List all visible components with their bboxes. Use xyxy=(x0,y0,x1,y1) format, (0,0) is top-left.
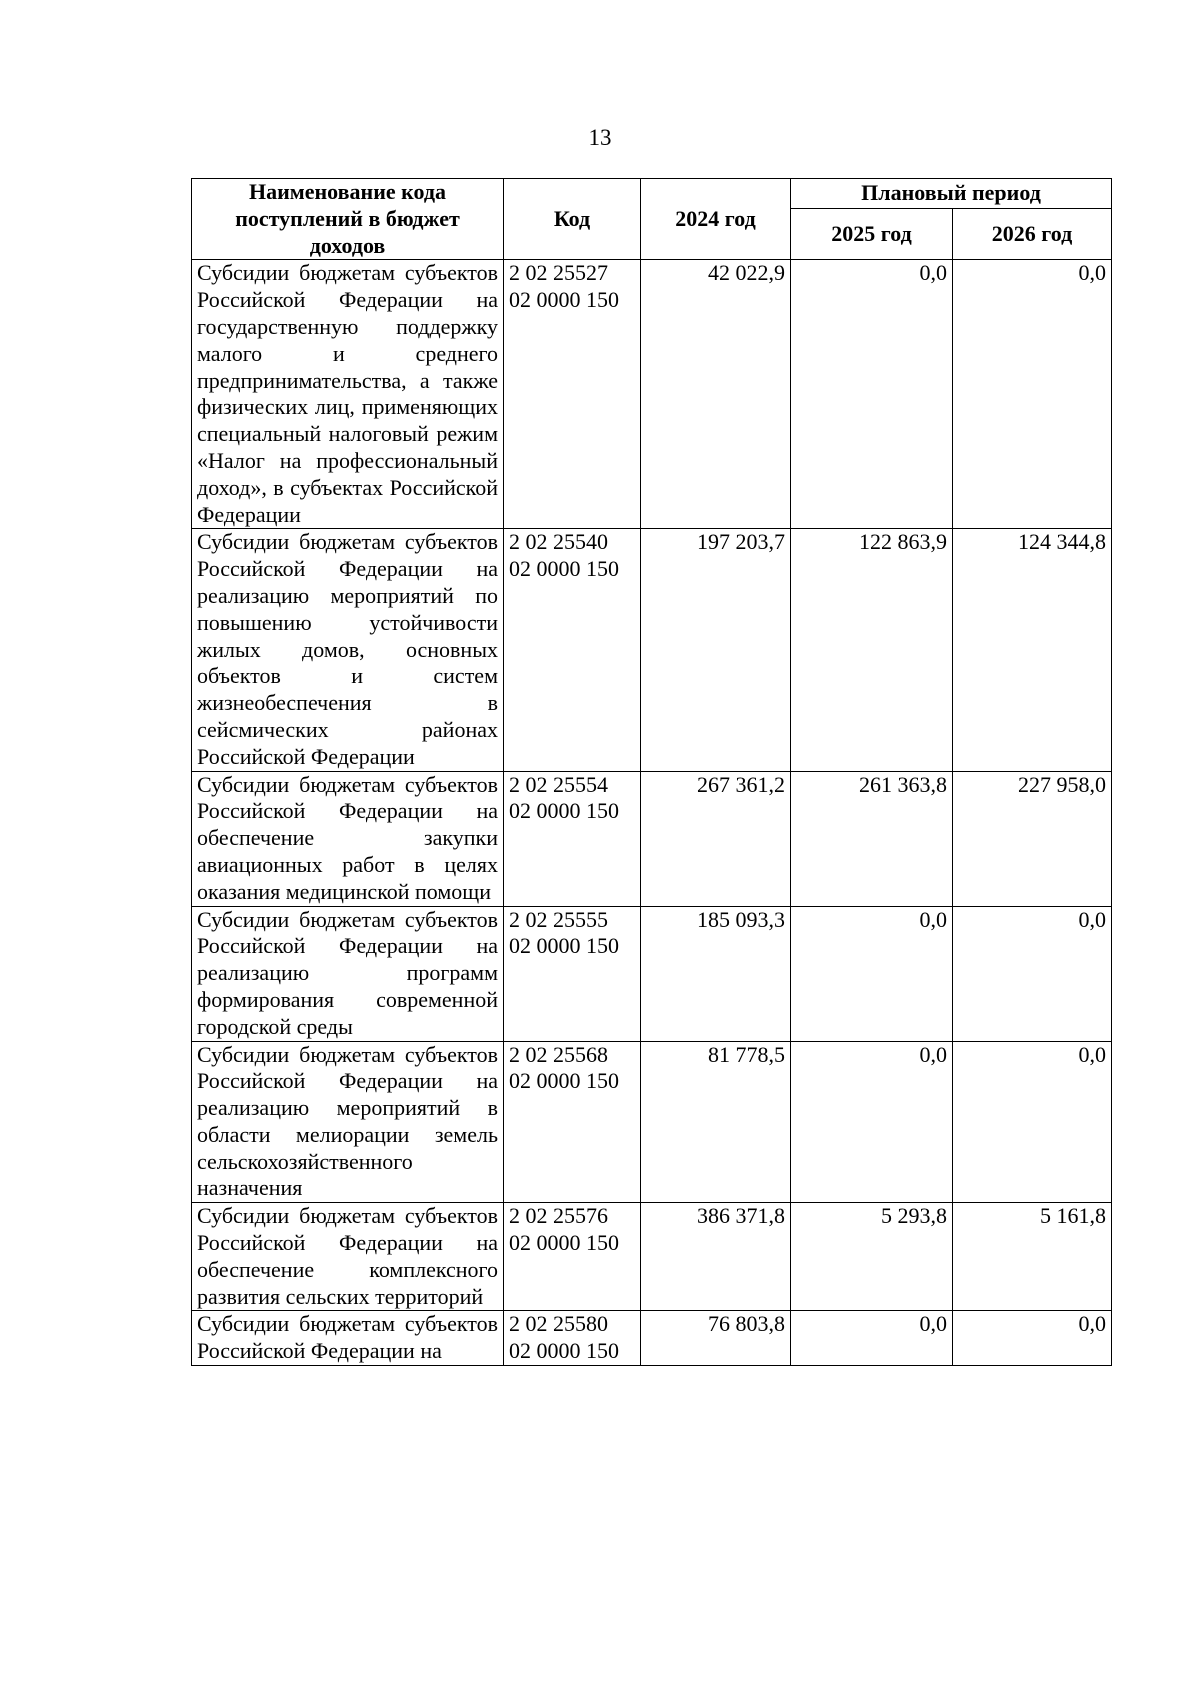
row-code: 2 02 25540 02 0000 150 xyxy=(504,529,641,771)
row-value-2024: 81 778,5 xyxy=(641,1041,791,1203)
row-code: 2 02 25527 02 0000 150 xyxy=(504,260,641,529)
row-value-2025: 0,0 xyxy=(791,906,953,1041)
header-2025: 2025 год xyxy=(791,208,953,260)
row-value-2024: 185 093,3 xyxy=(641,906,791,1041)
row-value-2024: 197 203,7 xyxy=(641,529,791,771)
table-row xyxy=(192,1041,1112,1203)
row-value-2026: 0,0 xyxy=(953,260,1112,529)
table-row xyxy=(192,906,1112,1041)
row-value-2024: 76 803,8 xyxy=(641,1311,791,1366)
row-value-2025: 122 863,9 xyxy=(791,529,953,771)
row-value-2026: 5 161,8 xyxy=(953,1203,1112,1311)
row-code: 2 02 25568 02 0000 150 xyxy=(504,1041,641,1203)
row-value-2026: 0,0 xyxy=(953,1311,1112,1366)
header-2024: 2024 год xyxy=(641,179,791,260)
row-value-2026: 124 344,8 xyxy=(953,529,1112,771)
header-name: Наименование кода поступлений в бюджет доходов xyxy=(192,179,504,260)
table-row xyxy=(192,529,1112,771)
table-row xyxy=(192,771,1112,906)
row-value-2026: 227 958,0 xyxy=(953,771,1112,906)
row-name: Субсидии бюджетам субъектов Российской Федерации на реализацию программ формирования современной городской среды xyxy=(192,906,504,1041)
table-row xyxy=(192,260,1112,529)
row-value-2025: 0,0 xyxy=(791,1311,953,1366)
row-code: 2 02 25555 02 0000 150 xyxy=(504,906,641,1041)
row-value-2026: 0,0 xyxy=(953,906,1112,1041)
row-name: Субсидии бюджетам субъектов Российской Федерации на реализацию мероприятий по повышению устойчивости жилых домов, основных объектов и систем жизнеобеспечения в сейсмических районах Российской Федерации xyxy=(192,529,504,771)
row-value-2026: 0,0 xyxy=(953,1041,1112,1203)
row-value-2024: 267 361,2 xyxy=(641,771,791,906)
row-value-2024: 386 371,8 xyxy=(641,1203,791,1311)
page-number: 13 xyxy=(588,125,612,150)
row-name: Субсидии бюджетам субъектов Российской Федерации на обеспечение комплексного развития сельских территорий xyxy=(192,1203,504,1311)
header-planned-period: Плановый период xyxy=(791,179,1112,209)
row-name: Субсидии бюджетам субъектов Российской Федерации на обеспечение закупки авиационных работ в целях оказания медицинской помощи xyxy=(192,771,504,906)
row-name: Субсидии бюджетам субъектов Российской Федерации на xyxy=(192,1311,504,1366)
header-2026: 2026 год xyxy=(953,208,1112,260)
row-value-2025: 0,0 xyxy=(791,1041,953,1203)
row-name: Субсидии бюджетам субъектов Российской Федерации на реализацию мероприятий в области мелиорации земель сельскохозяйственного назначения xyxy=(192,1041,504,1203)
row-code: 2 02 25580 02 0000 150 xyxy=(504,1311,641,1366)
row-value-2025: 5 293,8 xyxy=(791,1203,953,1311)
row-code: 2 02 25554 02 0000 150 xyxy=(504,771,641,906)
table-row xyxy=(192,1311,1112,1366)
row-value-2025: 261 363,8 xyxy=(791,771,953,906)
row-code: 2 02 25576 02 0000 150 xyxy=(504,1203,641,1311)
revenue-table xyxy=(191,178,1112,1366)
row-value-2025: 0,0 xyxy=(791,260,953,529)
table-row xyxy=(192,1203,1112,1311)
row-value-2024: 42 022,9 xyxy=(641,260,791,529)
header-code: Код xyxy=(504,179,641,260)
row-name: Субсидии бюджетам субъектов Российской Федерации на государственную поддержку малого и среднего предпринимательства, а также физических лиц, применяющих специальный налоговый режим «Налог на профессиональный доход», в субъектах Российской Федерации xyxy=(192,260,504,529)
